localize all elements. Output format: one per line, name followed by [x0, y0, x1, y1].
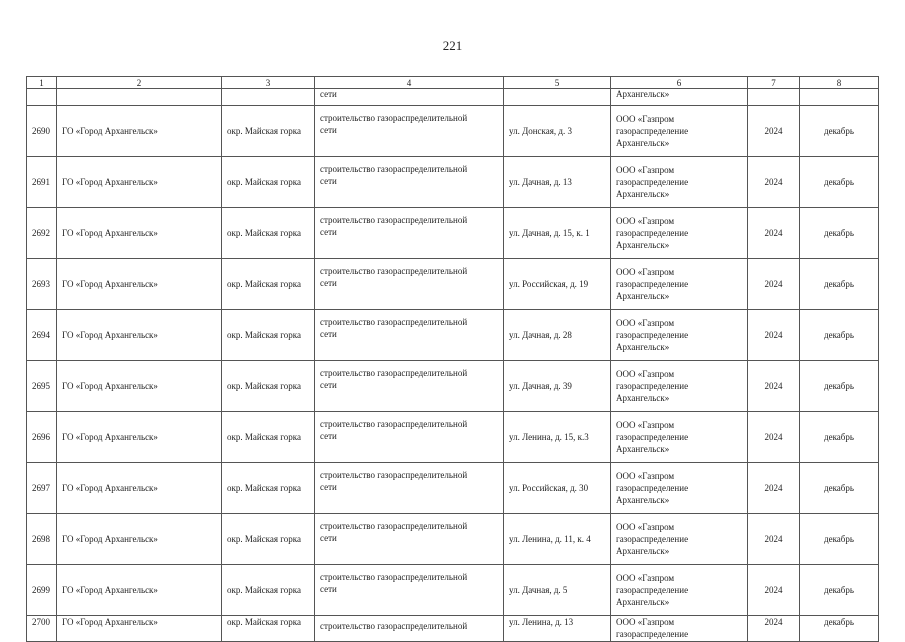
row-district: окр. Майская горка: [222, 616, 315, 642]
row-address: ул. Российская, д. 19: [504, 259, 611, 310]
row-month: декабрь: [800, 616, 879, 642]
row-year: 2024: [748, 616, 800, 642]
row-month: декабрь: [800, 514, 879, 565]
row-month: декабрь: [800, 463, 879, 514]
row-organization: ООО «Газпром газораспределение Архангельск»: [611, 565, 748, 616]
row-work: строительство газораспределительной сети: [315, 310, 504, 361]
header-cell: 1: [27, 77, 57, 89]
row-number: 2694: [27, 310, 57, 361]
row-year: 2024: [748, 157, 800, 208]
row-organization: ООО «Газпром газораспределение Архангельск»: [611, 361, 748, 412]
row-organization: ООО «Газпром газораспределение Архангельск»: [611, 259, 748, 310]
row-organization: ООО «Газпром газораспределение Архангельск»: [611, 463, 748, 514]
row-number: 2699: [27, 565, 57, 616]
table-row: [27, 106, 879, 157]
table-row: [27, 157, 879, 208]
row-district: окр. Майская горка: [222, 157, 315, 208]
table-row: [27, 208, 879, 259]
row-month: декабрь: [800, 361, 879, 412]
row-address: ул. Донская, д. 3: [504, 106, 611, 157]
row-address: ул. Ленина, д. 11, к. 4: [504, 514, 611, 565]
row-address: ул. Ленина, д. 13: [504, 616, 611, 642]
page-number: 221: [442, 38, 463, 53]
header-row: [27, 77, 879, 89]
data-table: [26, 76, 879, 642]
row-address: ул. Дачная, д. 13: [504, 157, 611, 208]
row-number: 2693: [27, 259, 57, 310]
header-cell: 6: [611, 77, 748, 89]
row-district: окр. Майская горка: [222, 412, 315, 463]
row-municipality: ГО «Город Архангельск»: [57, 310, 222, 361]
row-address: ул. Дачная, д. 28: [504, 310, 611, 361]
row-work: строительство газораспределительной сети: [315, 157, 504, 208]
table-row: [27, 463, 879, 514]
row-district: окр. Майская горка: [222, 361, 315, 412]
row-month: декабрь: [800, 259, 879, 310]
row-year: 2024: [748, 106, 800, 157]
row-organization: ООО «Газпром газораспределение Архангельск»: [611, 310, 748, 361]
row-number: 2691: [27, 157, 57, 208]
continuation-work: сети: [315, 89, 504, 106]
row-municipality: ГО «Город Архангельск»: [57, 514, 222, 565]
row-number: 2692: [27, 208, 57, 259]
row-address: ул. Ленина, д. 15, к.3: [504, 412, 611, 463]
row-year: 2024: [748, 361, 800, 412]
row-municipality: ГО «Город Архангельск»: [57, 259, 222, 310]
header-cell: 2: [57, 77, 222, 89]
row-municipality: ГО «Город Архангельск»: [57, 463, 222, 514]
table-row: [27, 565, 879, 616]
row-year: 2024: [748, 259, 800, 310]
table-body: [27, 89, 879, 642]
row-district: окр. Майская горка: [222, 565, 315, 616]
row-work: строительство газораспределительной сети: [315, 412, 504, 463]
table-row: [27, 259, 879, 310]
row-organization: ООО «Газпром газораспределение Архангельск»: [611, 106, 748, 157]
row-address: ул. Дачная, д. 39: [504, 361, 611, 412]
row-organization: ООО «Газпром газораспределение Архангельск»: [611, 157, 748, 208]
header-cell: 7: [748, 77, 800, 89]
row-district: окр. Майская горка: [222, 208, 315, 259]
row-work: строительство газораспределительной сети: [315, 106, 504, 157]
continuation-row: [27, 89, 879, 106]
row-month: декабрь: [800, 310, 879, 361]
row-municipality: ГО «Город Архангельск»: [57, 361, 222, 412]
row-work: строительство газораспределительной сети: [315, 259, 504, 310]
header-cell: 8: [800, 77, 879, 89]
row-municipality: ГО «Город Архангельск»: [57, 616, 222, 642]
table-row: [27, 616, 879, 642]
row-number: 2695: [27, 361, 57, 412]
row-year: 2024: [748, 463, 800, 514]
row-month: декабрь: [800, 208, 879, 259]
row-number: 2696: [27, 412, 57, 463]
row-year: 2024: [748, 412, 800, 463]
row-address: ул. Дачная, д. 5: [504, 565, 611, 616]
table-row: [27, 412, 879, 463]
row-address: ул. Дачная, д. 15, к. 1: [504, 208, 611, 259]
header-cell: 5: [504, 77, 611, 89]
row-organization: ООО «Газпром газораспределение: [611, 616, 748, 642]
row-organization: ООО «Газпром газораспределение Архангельск»: [611, 412, 748, 463]
row-work: строительство газораспределительной сети: [315, 361, 504, 412]
row-month: декабрь: [800, 106, 879, 157]
row-municipality: ГО «Город Архангельск»: [57, 106, 222, 157]
header-cell: 3: [222, 77, 315, 89]
row-work: строительство газораспределительной сети: [315, 208, 504, 259]
row-year: 2024: [748, 565, 800, 616]
row-work: строительство газораспределительной сети: [315, 463, 504, 514]
row-number: 2697: [27, 463, 57, 514]
row-number: 2700: [27, 616, 57, 642]
row-year: 2024: [748, 514, 800, 565]
row-municipality: ГО «Город Архангельск»: [57, 412, 222, 463]
row-month: декабрь: [800, 565, 879, 616]
row-district: окр. Майская горка: [222, 259, 315, 310]
row-address: ул. Российская, д. 30: [504, 463, 611, 514]
row-year: 2024: [748, 310, 800, 361]
row-municipality: ГО «Город Архангельск»: [57, 565, 222, 616]
table-row: [27, 514, 879, 565]
row-municipality: ГО «Город Архангельск»: [57, 208, 222, 259]
table-row: [27, 310, 879, 361]
row-work: строительство газораспределительной сети: [315, 565, 504, 616]
row-number: 2698: [27, 514, 57, 565]
row-district: окр. Майская горка: [222, 310, 315, 361]
row-year: 2024: [748, 208, 800, 259]
row-work: строительство газораспределительной: [315, 616, 504, 642]
row-number: 2690: [27, 106, 57, 157]
row-work: строительство газораспределительной сети: [315, 514, 504, 565]
row-organization: ООО «Газпром газораспределение Архангельск»: [611, 208, 748, 259]
row-organization: ООО «Газпром газораспределение Архангельск»: [611, 514, 748, 565]
row-district: окр. Майская горка: [222, 106, 315, 157]
table-row: [27, 361, 879, 412]
row-district: окр. Майская горка: [222, 463, 315, 514]
row-district: окр. Майская горка: [222, 514, 315, 565]
header-cell: 4: [315, 77, 504, 89]
row-month: декабрь: [800, 157, 879, 208]
row-municipality: ГО «Город Архангельск»: [57, 157, 222, 208]
continuation-org: Архангельск»: [611, 89, 748, 106]
row-month: декабрь: [800, 412, 879, 463]
